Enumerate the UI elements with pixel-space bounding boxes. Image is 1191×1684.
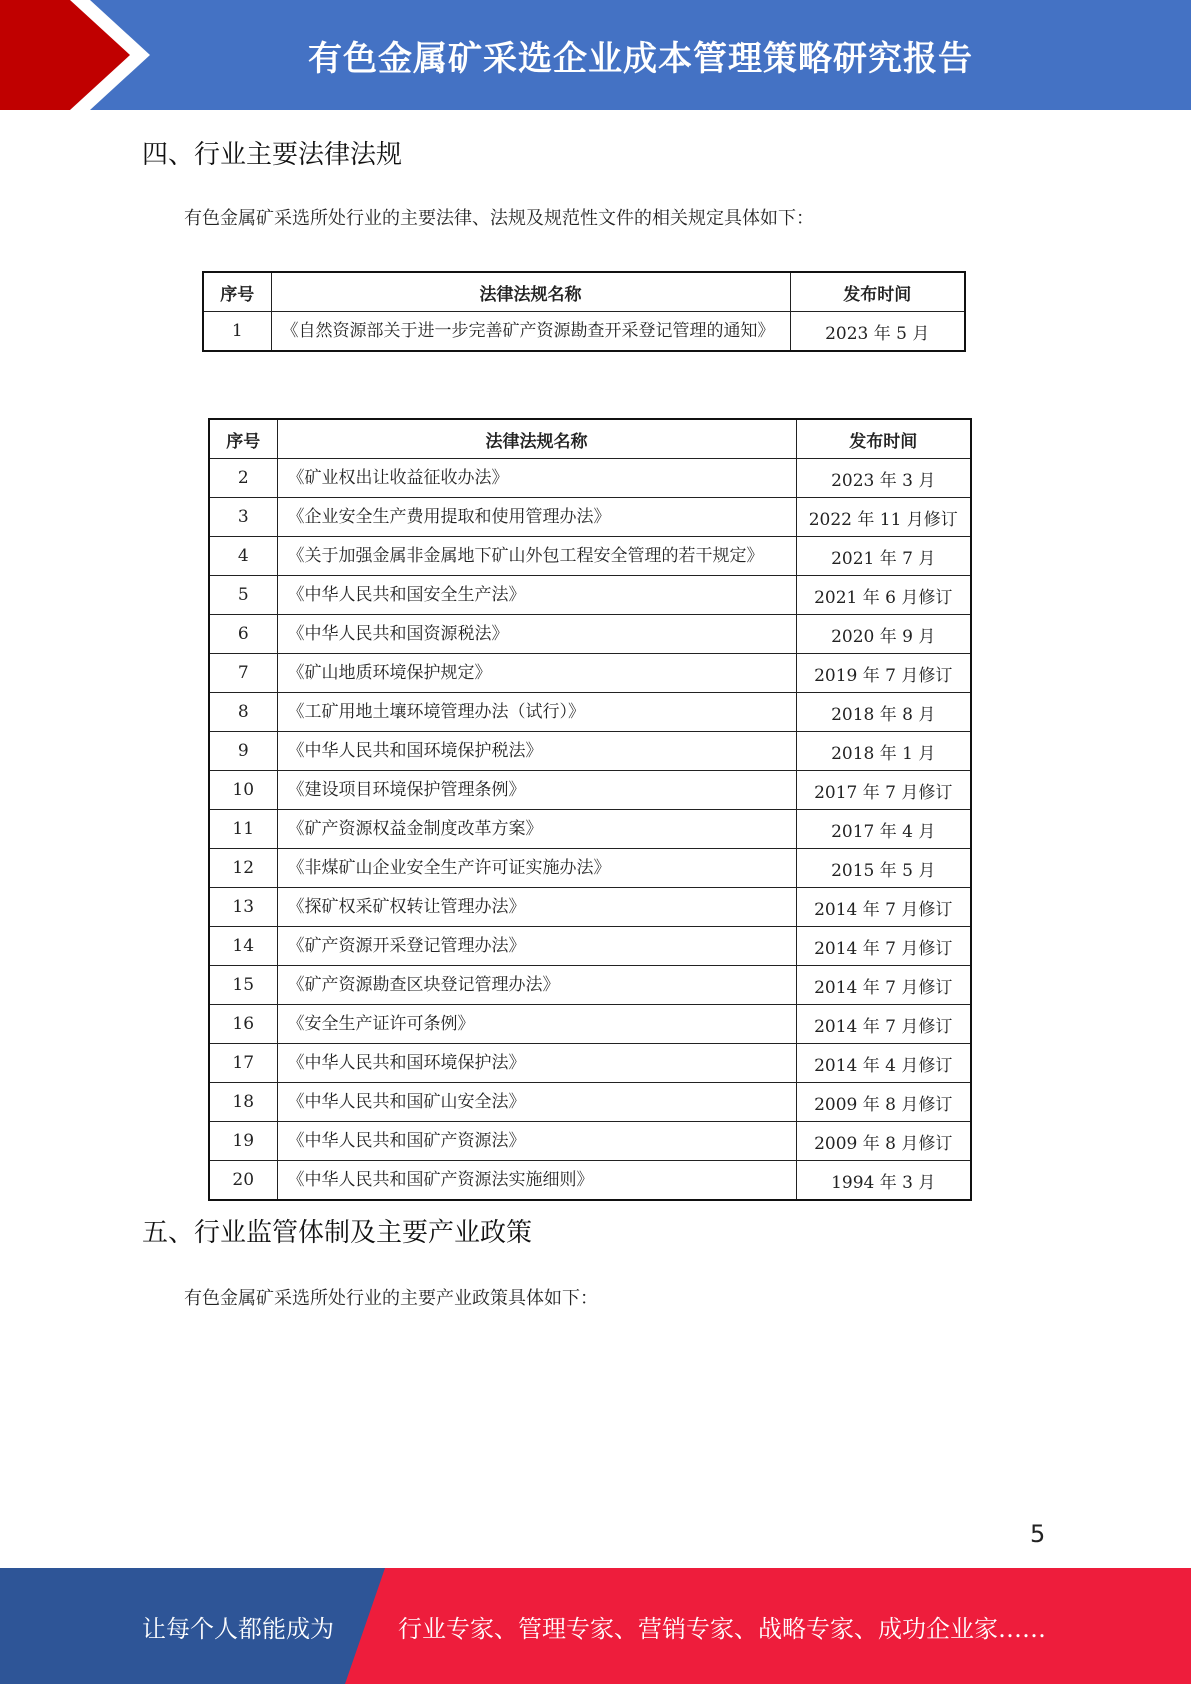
row-number: 12 — [209, 849, 277, 888]
section-4-title: 四、行业主要法律法规 — [142, 140, 403, 170]
row-number: 17 — [209, 1044, 277, 1083]
table-header-row — [203, 272, 965, 312]
footer-slogan-left: 让每个人都能成为 — [142, 1614, 334, 1643]
header-num: 序号 — [203, 272, 271, 312]
table-header-row — [209, 419, 971, 459]
report-title: 有色金属矿采选企业成本管理策略研究报告 — [308, 38, 973, 79]
law-name: 《矿业权出让收益征收办法》 — [277, 459, 796, 498]
publish-date: 2014 年 7 月修订 — [796, 966, 971, 1005]
law-name: 《企业安全生产费用提取和使用管理办法》 — [277, 498, 796, 537]
law-name: 《非煤矿山企业安全生产许可证实施办法》 — [277, 849, 796, 888]
row-number: 13 — [209, 888, 277, 927]
law-name: 《中华人民共和国资源税法》 — [277, 615, 796, 654]
publish-date: 2009 年 8 月修订 — [796, 1122, 971, 1161]
page-footer — [0, 1568, 1191, 1684]
publish-date: 2018 年 8 月 — [796, 693, 971, 732]
publish-date: 2021 年 6 月修订 — [796, 576, 971, 615]
publish-date: 2023 年 5 月 — [790, 312, 965, 352]
table-row — [209, 732, 971, 771]
table-row — [209, 810, 971, 849]
row-number: 5 — [209, 576, 277, 615]
law-name: 《探矿权采矿权转让管理办法》 — [277, 888, 796, 927]
table-row — [209, 1083, 971, 1122]
table-row — [209, 771, 971, 810]
publish-date: 2014 年 7 月修订 — [796, 1005, 971, 1044]
row-number: 18 — [209, 1083, 277, 1122]
law-name: 《矿产资源勘查区块登记管理办法》 — [277, 966, 796, 1005]
table-row — [209, 1161, 971, 1201]
law-name: 《关于加强金属非金属地下矿山外包工程安全管理的若干规定》 — [277, 537, 796, 576]
row-number: 10 — [209, 771, 277, 810]
publish-date: 2014 年 7 月修订 — [796, 888, 971, 927]
header-name: 法律法规名称 — [277, 419, 796, 459]
law-name: 《矿产资源开采登记管理办法》 — [277, 927, 796, 966]
law-name: 《中华人民共和国矿产资源法实施细则》 — [277, 1161, 796, 1201]
table-row — [209, 849, 971, 888]
row-number: 20 — [209, 1161, 277, 1201]
row-number: 16 — [209, 1005, 277, 1044]
law-name: 《矿产资源权益金制度改革方案》 — [277, 810, 796, 849]
row-number: 14 — [209, 927, 277, 966]
footer-slogan-right: 行业专家、管理专家、营销专家、战略专家、成功企业家…… — [398, 1614, 1046, 1643]
table-row — [209, 498, 971, 537]
law-table-1 — [202, 271, 966, 352]
header-arrow-decoration — [0, 0, 160, 110]
row-number: 4 — [209, 537, 277, 576]
publish-date: 2009 年 8 月修订 — [796, 1083, 971, 1122]
law-name: 《安全生产证许可条例》 — [277, 1005, 796, 1044]
law-name: 《工矿用地土壤环境管理办法（试行）》 — [277, 693, 796, 732]
row-number: 2 — [209, 459, 277, 498]
header-date: 发布时间 — [790, 272, 965, 312]
row-number: 11 — [209, 810, 277, 849]
publish-date: 1994 年 3 月 — [796, 1161, 971, 1201]
law-name: 《中华人民共和国环境保护税法》 — [277, 732, 796, 771]
row-number: 1 — [203, 312, 271, 352]
law-name: 《中华人民共和国安全生产法》 — [277, 576, 796, 615]
publish-date: 2014 年 4 月修订 — [796, 1044, 971, 1083]
table-row — [209, 1044, 971, 1083]
law-name: 《中华人民共和国矿山安全法》 — [277, 1083, 796, 1122]
section-4-intro: 有色金属矿采选所处行业的主要法律、法规及规范性文件的相关规定具体如下： — [184, 208, 814, 229]
row-number: 6 — [209, 615, 277, 654]
publish-date: 2017 年 7 月修订 — [796, 771, 971, 810]
row-number: 19 — [209, 1122, 277, 1161]
table-row — [209, 966, 971, 1005]
row-number: 3 — [209, 498, 277, 537]
table-row — [209, 888, 971, 927]
publish-date: 2017 年 4 月 — [796, 810, 971, 849]
page-header — [0, 0, 1191, 110]
table-row — [209, 615, 971, 654]
publish-date: 2015 年 5 月 — [796, 849, 971, 888]
row-number: 7 — [209, 654, 277, 693]
table-row — [209, 537, 971, 576]
law-table-2 — [208, 418, 972, 1201]
table-row — [209, 459, 971, 498]
table-row — [203, 312, 965, 352]
publish-date: 2019 年 7 月修订 — [796, 654, 971, 693]
table-row — [209, 576, 971, 615]
row-number: 8 — [209, 693, 277, 732]
table-row — [209, 654, 971, 693]
table-row — [209, 1122, 971, 1161]
law-name: 《建设项目环境保护管理条例》 — [277, 771, 796, 810]
row-number: 9 — [209, 732, 277, 771]
publish-date: 2021 年 7 月 — [796, 537, 971, 576]
header-name: 法律法规名称 — [271, 272, 790, 312]
table-row — [209, 693, 971, 732]
section-5-title: 五、行业监管体制及主要产业政策 — [142, 1218, 533, 1248]
table-row — [209, 927, 971, 966]
publish-date: 2023 年 3 月 — [796, 459, 971, 498]
header-num: 序号 — [209, 419, 277, 459]
publish-date: 2020 年 9 月 — [796, 615, 971, 654]
law-name: 《矿山地质环境保护规定》 — [277, 654, 796, 693]
publish-date: 2022 年 11 月修订 — [796, 498, 971, 537]
header-date: 发布时间 — [796, 419, 971, 459]
row-number: 15 — [209, 966, 277, 1005]
publish-date: 2018 年 1 月 — [796, 732, 971, 771]
publish-date: 2014 年 7 月修订 — [796, 927, 971, 966]
law-name: 《中华人民共和国矿产资源法》 — [277, 1122, 796, 1161]
law-name: 《自然资源部关于进一步完善矿产资源勘查开采登记管理的通知》 — [271, 312, 790, 352]
law-name: 《中华人民共和国环境保护法》 — [277, 1044, 796, 1083]
section-5-intro: 有色金属矿采选所处行业的主要产业政策具体如下： — [184, 1288, 598, 1309]
page-number: 5 — [1030, 1520, 1046, 1548]
table-row — [209, 1005, 971, 1044]
